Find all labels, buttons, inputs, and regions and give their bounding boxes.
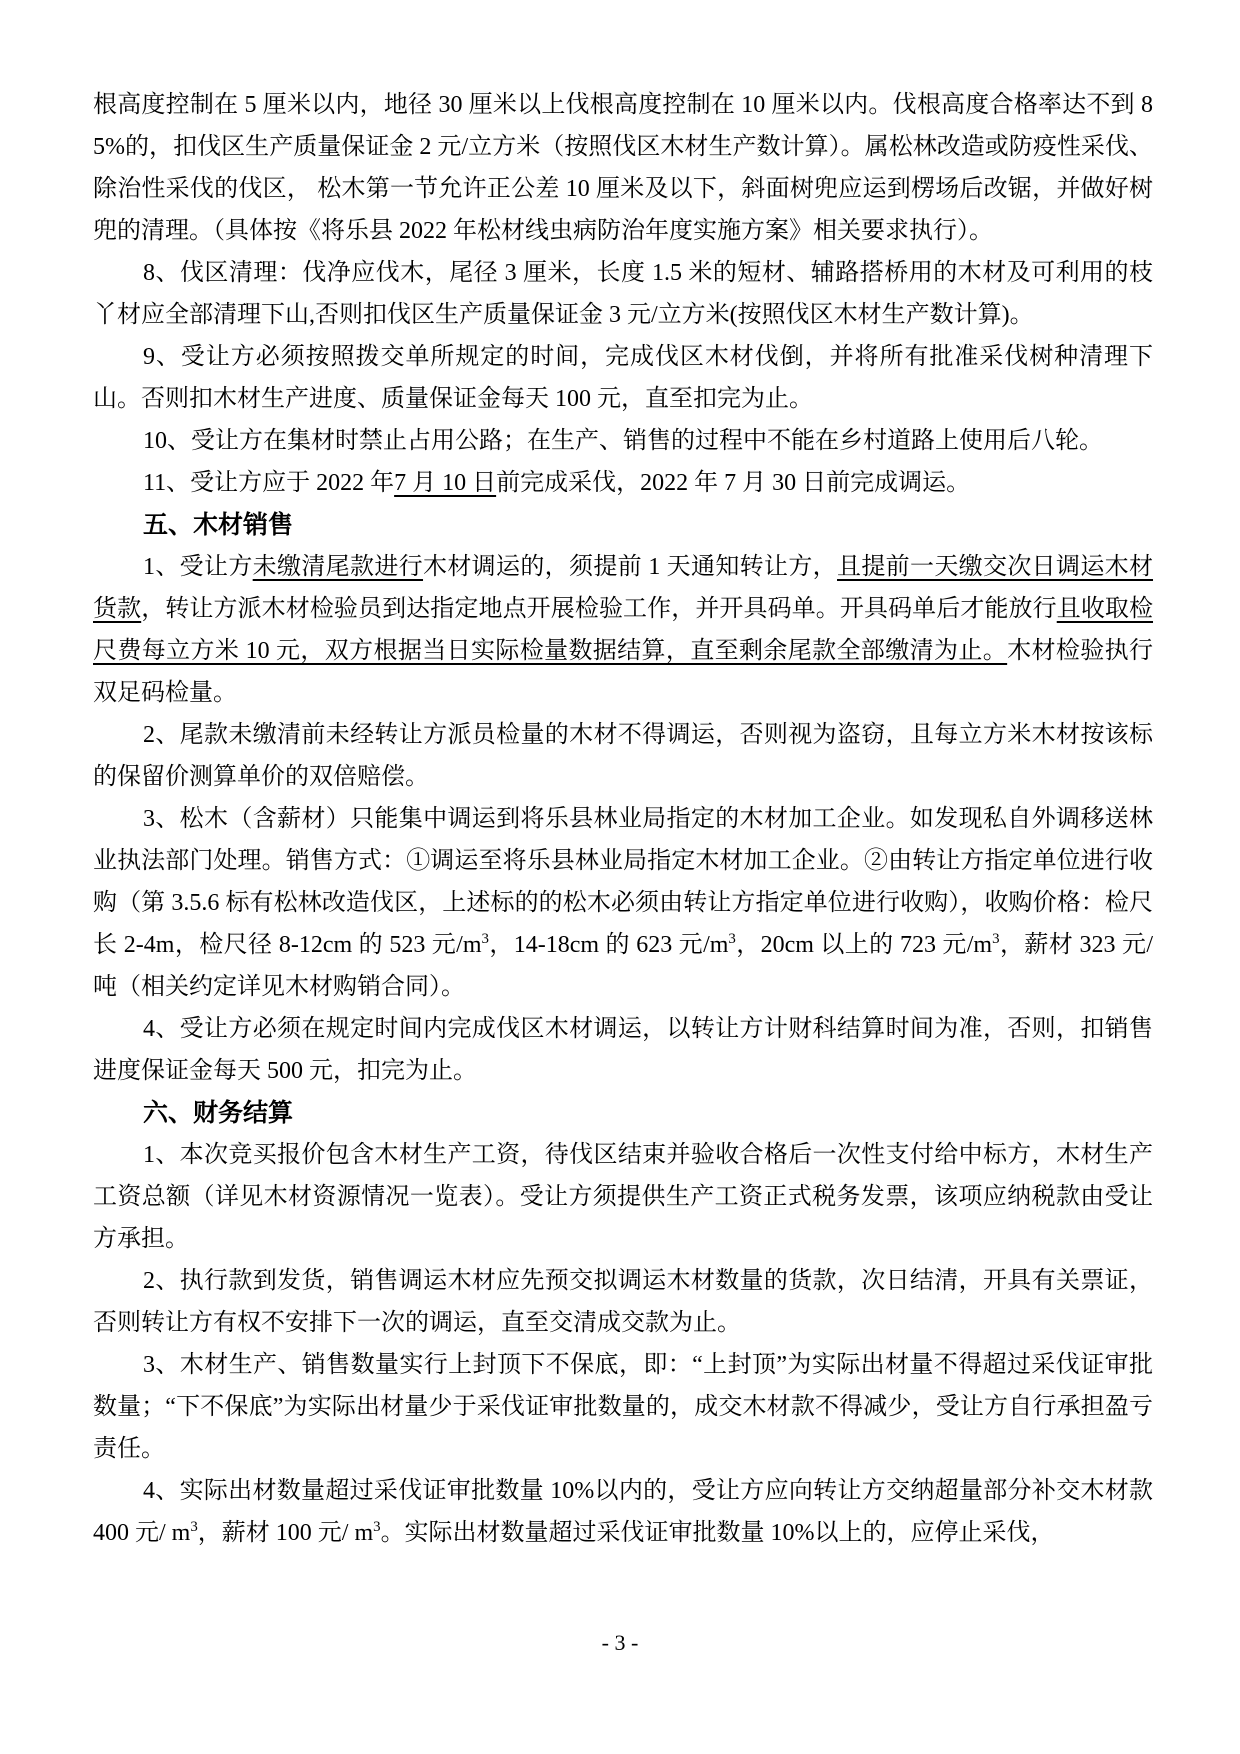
text-run: ，转让方派木材检验员到达指定地点开展检验工作，并开具码单。开具码单后才能放行	[141, 596, 1057, 622]
paragraph	[93, 714, 1153, 798]
text-run: 10、受让方在集材时禁止占用公路；在生产、销售的过程中不能在乡村道路上使用后八轮。	[143, 428, 1103, 454]
text-run: ，薪材 323 元/吨（相关约定详见木材购销合同）。	[93, 932, 1154, 1000]
page-footer	[0, 1630, 1240, 1656]
text-run: 木材调运的，须提前 1 天通知转让方，	[423, 554, 838, 580]
superscript: 3	[728, 931, 736, 947]
text-run: ，20cm 以上的 723 元/m	[735, 932, 993, 958]
text-run: ，14-18cm 的 623 元/m	[488, 932, 729, 958]
paragraph	[93, 1134, 1153, 1260]
superscript: 3	[373, 1519, 381, 1535]
text-run: 4、实际出材数量超过采伐证审批数量 10%以内的，受让方应向转让方交纳超量部分补交木材款 400 元/ m	[93, 1478, 1153, 1546]
underlined-text: 未缴清尾款进行	[252, 554, 424, 580]
paragraph	[93, 420, 1153, 462]
paragraph	[93, 546, 1153, 714]
section-heading	[93, 1092, 1153, 1134]
text-run: 8、伐区清理：伐净应伐木，尾径 3 厘米，长度 1.5 米的短材、辅路搭桥用的木材及可利用的枝丫材应全部清理下山,否则扣伐区生产质量保证金 3 元/立方米(按照伐区木材生产数计算)。	[93, 260, 1153, 328]
text-run: 9、受让方必须按照拨交单所规定的时间，完成伐区木材伐倒，并将所有批准采伐树种清理下山。否则扣木材生产进度、质量保证金每天 100 元，直至扣完为止。	[93, 344, 1153, 412]
text-run: 4、受让方必须在规定时间内完成伐区木材调运，以转让方计财科结算时间为准，否则，扣销售进度保证金每天 500 元，扣完为止。	[93, 1016, 1153, 1084]
document-body	[93, 84, 1153, 1554]
text-run: ，薪材 100 元/ m	[197, 1520, 374, 1546]
superscript: 3	[481, 931, 489, 947]
paragraph	[93, 1008, 1153, 1092]
text-run: 前完成采伐，2022 年 7 月 30 日前完成调运。	[496, 470, 971, 496]
paragraph	[93, 798, 1153, 1008]
paragraph	[93, 1470, 1153, 1554]
section-heading	[93, 504, 1153, 546]
text-run: 木材检验执行双足码检量。	[93, 638, 1154, 706]
text-run: 2、执行款到发货，销售调运木材应先预交拟调运木材数量的货款，次日结清，开具有关票证，否则转让方有权不安排下一次的调运，直至交清成交款为止。	[93, 1268, 1153, 1336]
text-run: 1、受让方	[143, 554, 253, 580]
paragraph	[93, 1344, 1153, 1470]
text-run: 2、尾款未缴清前未经转让方派员检量的木材不得调运，否则视为盗窃，且每立方米木材按该标的保留价测算单价的双倍赔偿。	[93, 722, 1153, 790]
text-run: 六、财务结算	[143, 1099, 294, 1127]
paragraph	[93, 336, 1153, 420]
text-run: 11、受让方应于 2022 年	[143, 470, 395, 496]
text-run: 五、木材销售	[143, 511, 294, 539]
underlined-text: 且提前一天缴交次日调运木材货款	[93, 554, 1154, 622]
underlined-text: 且收取检尺费每立方米 10 元，双方根据当日实际检量数据结算，直至剩余尾款全部缴清为止。	[93, 596, 1154, 664]
paragraph	[93, 84, 1153, 252]
underlined-text: 7 月 10 日	[394, 470, 497, 496]
page-number: - 3 -	[601, 1630, 639, 1655]
text-run: 。实际出材数量超过采伐证审批数量 10%以上的，应停止采伐，	[380, 1520, 1055, 1546]
paragraph	[93, 462, 1153, 504]
superscript: 3	[992, 931, 1000, 947]
superscript: 3	[190, 1519, 198, 1535]
paragraph	[93, 252, 1153, 336]
text-run: 根高度控制在 5 厘米以内，地径 30 厘米以上伐根高度控制在 10 厘米以内。伐根高度合格率达不到 85%的，扣伐区生产质量保证金 2 元/立方米（按照伐区木材生产数计算）。属松林改造或防疫性采伐、除治性采伐的伐区， 松木第一节允许正公差 10 厘米及以下，斜面树兜应运到楞场后改锯，并做好树兜的清理。（具体按《将乐县 2022 年松材线虫病防治年度实施方案》相关要求执行）。	[93, 92, 1153, 244]
text-run: 3、松木（含薪材）只能集中调运到将乐县林业局指定的木材加工企业。如发现私自外调移送林业执法部门处理。销售方式：①调运至将乐县林业局指定木材加工企业。②由转让方指定单位进行收购（第 3.5.6 标有松林改造伐区，上述标的的松木必须由转让方指定单位进行收购），收购价格：检尺长 2-4m，检尺径 8-12cm 的 523 元/m	[93, 806, 1153, 958]
text-run: 3、木材生产、销售数量实行上封顶下不保底，即：“上封顶”为实际出材量不得超过采伐证审批数量；“下不保底”为实际出材量少于采伐证审批数量的，成交木材款不得减少，受让方自行承担盈亏责任。	[93, 1352, 1153, 1462]
text-run: 1、本次竞买报价包含木材生产工资，待伐区结束并验收合格后一次性支付给中标方，木材生产工资总额（详见木材资源情况一览表）。受让方须提供生产工资正式税务发票，该项应纳税款由受让方承担。	[93, 1142, 1153, 1252]
paragraph	[93, 1260, 1153, 1344]
